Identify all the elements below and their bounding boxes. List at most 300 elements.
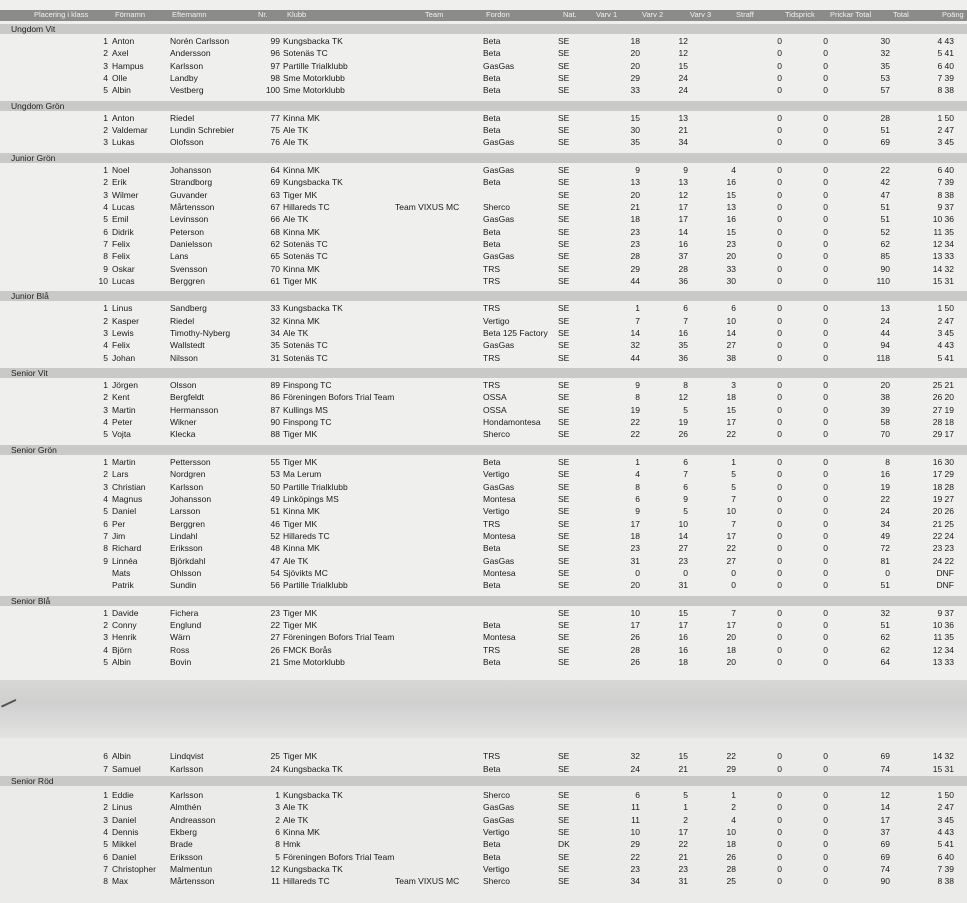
cell-placing: 1 — [103, 36, 108, 46]
cell-points-total: 24 — [880, 506, 890, 517]
cell-nationality: SE — [558, 36, 570, 46]
cell-nationality: SE — [558, 657, 570, 668]
cell-nationality: SE — [558, 164, 570, 175]
cell-last-name: Lindqvist — [170, 751, 204, 761]
cell-time-penalty: 0 — [823, 380, 828, 391]
cell-last-name: Karlsson — [170, 481, 204, 492]
cell-number: 53 — [270, 469, 280, 480]
table-row — [0, 84, 967, 96]
cell-nationality: SE — [558, 851, 570, 862]
cell-nationality: SE — [558, 530, 570, 541]
cell-penalty: 0 — [777, 429, 782, 440]
cell-points-total: 22 — [880, 164, 890, 175]
cell-nationality: SE — [558, 814, 570, 825]
cell-last-name: Wikner — [170, 417, 197, 428]
cell-nationality: SE — [558, 876, 570, 887]
cell-placing: 4 — [103, 340, 108, 351]
table-row — [0, 275, 967, 287]
cell-total-points: 4 43 — [937, 36, 954, 46]
cell-first-name: Felix — [112, 251, 130, 262]
cell-points-total: 34 — [880, 518, 890, 529]
cell-first-name: Daniel — [112, 851, 137, 862]
cell-time-penalty: 0 — [823, 404, 828, 415]
cell-lap3: 7 — [731, 607, 736, 618]
cell-lap1: 11 — [631, 802, 640, 813]
cell-points-total: 14 — [880, 802, 890, 813]
table-row — [0, 238, 967, 250]
cell-points-total: 17 — [880, 814, 890, 825]
cell-last-name: Andersson — [170, 48, 211, 59]
cell-lap3: 4 — [731, 164, 736, 175]
cell-lap1: 32 — [630, 751, 640, 761]
cell-lap1: 6 — [635, 493, 640, 504]
cell-first-name: Daniel — [112, 506, 137, 517]
cell-first-name: Anton — [112, 112, 135, 123]
cell-total-points: 14 32 — [932, 263, 954, 274]
cell-club: Tiger MK — [283, 429, 318, 440]
col-nr: Nr. — [258, 10, 268, 19]
cell-number: 24 — [270, 763, 280, 774]
cell-number: 87 — [270, 404, 280, 415]
cell-number: 25 — [270, 751, 280, 761]
table-row — [0, 656, 967, 668]
cell-lap3: 17 — [726, 620, 736, 630]
cell-club: Kinna MK — [283, 164, 320, 175]
cell-number: 64 — [270, 164, 280, 175]
col-varv1: Varv 1 — [596, 10, 618, 19]
cell-points-total: 49 — [880, 530, 890, 541]
cell-points-total: 35 — [880, 60, 890, 71]
cell-lap1: 32 — [630, 340, 640, 351]
cell-penalty: 0 — [777, 226, 782, 237]
cell-first-name: Lukas — [112, 137, 135, 148]
cell-time-penalty: 0 — [823, 607, 828, 618]
cell-lap1: 11 — [631, 814, 640, 825]
cell-number: 3 — [275, 802, 280, 813]
cell-lap1: 9 — [635, 506, 640, 517]
cell-first-name: Albin — [112, 751, 131, 761]
table-row — [0, 327, 967, 339]
cell-penalty: 0 — [777, 48, 782, 59]
cell-lap3: 17 — [726, 530, 736, 541]
cell-lap1: 17 — [630, 620, 640, 630]
cell-club: Kinna MK — [283, 543, 320, 554]
cell-number: 98 — [270, 73, 280, 84]
cell-first-name: Emil — [112, 214, 129, 225]
cell-number: 48 — [270, 543, 280, 554]
cell-total-points: 27 19 — [932, 404, 954, 415]
cell-vehicle: TRS — [483, 303, 500, 314]
cell-first-name: Jörgen — [112, 380, 138, 391]
cell-placing: 4 — [103, 826, 108, 837]
table-row — [0, 201, 967, 213]
cell-points-total: 51 — [880, 620, 890, 630]
cell-lap3: 26 — [726, 851, 736, 862]
cell-time-penalty: 0 — [823, 85, 828, 96]
cell-penalty: 0 — [777, 392, 782, 403]
cell-vehicle: GasGas — [483, 340, 515, 351]
cell-last-name: Lundin Schrebier — [170, 125, 235, 136]
cell-time-penalty: 0 — [823, 36, 828, 46]
cell-points-total: 70 — [880, 429, 890, 440]
cell-points-total: 42 — [880, 177, 890, 188]
cell-lap1: 23 — [630, 238, 640, 249]
cell-total-points: 7 39 — [937, 863, 954, 874]
table-row — [0, 644, 967, 656]
cell-points-total: 69 — [880, 851, 890, 862]
cell-time-penalty: 0 — [823, 125, 828, 136]
cell-vehicle: TRS — [483, 352, 500, 363]
cell-vehicle: Beta — [483, 125, 501, 136]
cell-lap1: 1 — [635, 456, 640, 467]
table-row — [0, 35, 967, 47]
cell-first-name: Max — [112, 876, 129, 887]
cell-vehicle: OSSA — [483, 392, 507, 403]
cell-points-total: 94 — [880, 340, 890, 351]
cell-vehicle: TRS — [483, 751, 500, 761]
cell-points-total: 81 — [880, 555, 890, 566]
cell-nationality: SE — [558, 567, 570, 578]
cell-points-total: 74 — [880, 763, 890, 774]
cell-total-points: 6 40 — [937, 164, 954, 175]
cell-team: Team VIXUS MC — [395, 201, 460, 212]
cell-time-penalty: 0 — [823, 303, 828, 314]
cell-lap2: 36 — [678, 352, 688, 363]
cell-first-name: Magnus — [112, 493, 143, 504]
cell-lap1: 29 — [630, 839, 640, 850]
cell-total-points: 6 40 — [937, 851, 954, 862]
cell-club: Partille Trialklubb — [283, 481, 348, 492]
cell-time-penalty: 0 — [823, 481, 828, 492]
table-row — [0, 456, 967, 468]
cell-vehicle: Sherco — [483, 876, 510, 887]
cell-total-points: 13 33 — [932, 657, 954, 668]
cell-club: Föreningen Bofors Trial Team — [283, 392, 395, 403]
cell-nationality: SE — [558, 201, 570, 212]
cell-lap2: 37 — [678, 251, 688, 262]
cell-points-total: 85 — [880, 251, 890, 262]
cell-nationality: SE — [558, 481, 570, 492]
table-row — [0, 801, 967, 813]
cell-first-name: Wilmer — [112, 189, 139, 200]
cell-last-name: Brade — [170, 839, 193, 850]
cell-lap2: 16 — [678, 238, 688, 249]
cell-vehicle: Vertigo — [483, 506, 510, 517]
cell-total-points: 8 38 — [937, 85, 954, 96]
cell-vehicle: GasGas — [483, 481, 515, 492]
cell-placing: 6 — [103, 518, 108, 529]
cell-lap2: 24 — [678, 73, 688, 84]
cell-lap2: 8 — [683, 380, 688, 391]
cell-lap1: 29 — [630, 73, 640, 84]
cell-lap2: 9 — [683, 164, 688, 175]
cell-total-points: 6 40 — [937, 60, 954, 71]
cell-penalty: 0 — [777, 85, 782, 96]
cell-placing: 1 — [103, 112, 108, 123]
cell-nationality: SE — [558, 214, 570, 225]
cell-number: 50 — [270, 481, 280, 492]
cell-time-penalty: 0 — [823, 518, 828, 529]
cell-lap2: 23 — [678, 863, 688, 874]
cell-lap1: 23 — [630, 863, 640, 874]
cell-total-points: 29 17 — [932, 429, 954, 440]
cell-points-total: 69 — [880, 839, 890, 850]
cell-last-name: Wallstedt — [170, 340, 205, 351]
table-row — [0, 631, 967, 643]
cell-last-name: Nilsson — [170, 352, 198, 363]
cell-time-penalty: 0 — [823, 763, 828, 774]
cell-placing: 3 — [103, 137, 108, 148]
cell-vehicle: Beta — [483, 543, 501, 554]
cell-penalty: 0 — [777, 60, 782, 71]
cell-time-penalty: 0 — [823, 826, 828, 837]
cell-lap1: 21 — [630, 201, 640, 212]
cell-lap3: 20 — [726, 657, 736, 668]
cell-lap1: 8 — [635, 481, 640, 492]
cell-number: 56 — [270, 580, 280, 591]
cell-penalty: 0 — [777, 876, 782, 887]
cell-number: 49 — [270, 493, 280, 504]
cell-placing: 3 — [103, 632, 108, 643]
cell-lap3: 3 — [731, 380, 736, 391]
col-varv3: Varv 3 — [690, 10, 712, 19]
cell-points-total: 16 — [880, 469, 890, 480]
cell-last-name: Ross — [170, 644, 190, 655]
cell-lap2: 18 — [678, 657, 688, 668]
cell-lap1: 44 — [630, 275, 640, 286]
cell-penalty: 0 — [777, 404, 782, 415]
cell-lap2: 31 — [678, 876, 688, 887]
cell-penalty: 0 — [777, 543, 782, 554]
cell-first-name: Dennis — [112, 826, 139, 837]
cell-placing: 6 — [103, 851, 108, 862]
cell-lap3: 10 — [726, 506, 736, 517]
cell-club: Kungsbacka TK — [283, 303, 343, 314]
cell-last-name: Strandborg — [170, 177, 213, 188]
cell-first-name: Linus — [112, 303, 133, 314]
cell-points-total: 13 — [880, 303, 890, 314]
cell-last-name: Malmentun — [170, 863, 213, 874]
cell-points-total: 62 — [880, 644, 890, 655]
cell-lap2: 16 — [678, 632, 688, 643]
cell-lap3: 10 — [726, 315, 736, 326]
cell-total-points: 19 27 — [932, 493, 954, 504]
cell-lap1: 35 — [630, 137, 640, 148]
cell-penalty: 0 — [777, 112, 782, 123]
cell-lap2: 21 — [678, 851, 688, 862]
class-name: Junior Grön — [11, 152, 56, 163]
table-row — [0, 518, 967, 530]
cell-lap3: 2 — [731, 802, 736, 813]
cell-total-points: 7 39 — [937, 177, 954, 188]
cell-lap2: 27 — [678, 543, 688, 554]
cell-time-penalty: 0 — [823, 328, 828, 338]
cell-vehicle: Montesa — [483, 493, 516, 504]
cell-club: Ale TK — [283, 814, 309, 825]
cell-time-penalty: 0 — [823, 469, 828, 480]
cell-points-total: 51 — [880, 214, 890, 225]
cell-time-penalty: 0 — [823, 189, 828, 200]
cell-nationality: SE — [558, 251, 570, 262]
cell-lap1: 31 — [630, 555, 640, 566]
cell-lap3: 28 — [726, 863, 736, 874]
cell-nationality: SE — [558, 303, 570, 314]
cell-total-points: 1 50 — [937, 112, 954, 123]
cell-lap1: 1 — [635, 303, 640, 314]
col-total: Total — [893, 10, 909, 19]
cell-time-penalty: 0 — [823, 863, 828, 874]
cell-club: Kullings MS — [283, 404, 328, 415]
cell-time-penalty: 0 — [823, 851, 828, 862]
table-row — [0, 404, 967, 416]
cell-nationality: SE — [558, 417, 570, 428]
cell-lap3: 0 — [731, 567, 736, 578]
cell-placing: 1 — [103, 164, 108, 175]
cell-total-points: 8 38 — [937, 189, 954, 200]
cell-total-points: 7 39 — [937, 73, 954, 84]
table-row — [0, 863, 967, 875]
cell-lap1: 13 — [630, 177, 640, 188]
cell-points-total: 51 — [880, 125, 890, 136]
cell-placing: 5 — [103, 214, 108, 225]
cell-nationality: SE — [558, 392, 570, 403]
class-header — [0, 24, 967, 34]
table-row — [0, 47, 967, 59]
cell-time-penalty: 0 — [823, 657, 828, 668]
table-row — [0, 851, 967, 863]
cell-lap2: 7 — [683, 469, 688, 480]
cell-lap3: 30 — [726, 275, 736, 286]
cell-placing: 1 — [103, 607, 108, 618]
class-header — [0, 153, 967, 163]
cell-vehicle: TRS — [483, 644, 500, 655]
cell-total-points: 11 35 — [933, 226, 954, 237]
cell-lap2: 17 — [678, 620, 688, 630]
cell-time-penalty: 0 — [823, 876, 828, 887]
cell-lap2: 17 — [678, 214, 688, 225]
class-name: Senior Vit — [11, 368, 48, 379]
cell-first-name: Jim — [112, 530, 126, 541]
cell-time-penalty: 0 — [823, 567, 828, 578]
cell-points-total: 30 — [880, 36, 890, 46]
cell-lap3: 17 — [726, 417, 736, 428]
cell-penalty: 0 — [777, 177, 782, 188]
cell-first-name: Lewis — [112, 328, 134, 338]
cell-nationality: SE — [558, 404, 570, 415]
cell-total-points: 13 33 — [932, 251, 954, 262]
cell-time-penalty: 0 — [823, 112, 828, 123]
cell-lap1: 18 — [630, 214, 640, 225]
cell-lap3: 15 — [726, 404, 736, 415]
cell-lap1: 33 — [630, 85, 640, 96]
cell-placing: 1 — [103, 303, 108, 314]
cell-total-points: 4 43 — [937, 340, 954, 351]
cell-first-name: Didrik — [112, 226, 134, 237]
cell-placing: 8 — [103, 543, 108, 554]
cell-time-penalty: 0 — [823, 839, 828, 850]
table-row — [0, 391, 967, 403]
cell-points-total: 69 — [880, 137, 890, 148]
cell-first-name: Björn — [112, 644, 132, 655]
cell-total-points: 8 38 — [937, 876, 954, 887]
cell-nationality: SE — [558, 238, 570, 249]
cell-penalty: 0 — [777, 632, 782, 643]
col-nat: Nat. — [563, 10, 577, 19]
cell-first-name: Davide — [112, 607, 139, 618]
cell-nationality: SE — [558, 226, 570, 237]
cell-last-name: Karlsson — [170, 790, 204, 800]
cell-time-penalty: 0 — [823, 275, 828, 286]
cell-nationality: SE — [558, 73, 570, 84]
col-team: Team — [425, 10, 444, 19]
cell-lap3: 18 — [726, 839, 736, 850]
cell-first-name: Christopher — [112, 863, 156, 874]
cell-nationality: SE — [558, 493, 570, 504]
class-name: Junior Blå — [11, 291, 49, 302]
cell-vehicle: Beta — [483, 657, 501, 668]
cell-time-penalty: 0 — [823, 352, 828, 363]
cell-nationality: SE — [558, 580, 570, 591]
cell-last-name: Sundin — [170, 580, 197, 591]
cell-club: Tiger MK — [283, 275, 318, 286]
cell-number: 33 — [270, 303, 280, 314]
cell-last-name: Riedel — [170, 112, 195, 123]
cell-time-penalty: 0 — [823, 580, 828, 591]
table-row — [0, 468, 967, 480]
cell-club: Sotenäs TC — [283, 340, 328, 351]
cell-total-points: 16 30 — [932, 456, 954, 467]
cell-last-name: Andreasson — [170, 814, 216, 825]
cell-last-name: Lans — [170, 251, 189, 262]
cell-penalty: 0 — [777, 36, 782, 46]
cell-first-name: Per — [112, 518, 126, 529]
cell-placing: 6 — [103, 226, 108, 237]
cell-vehicle: Beta — [483, 763, 501, 774]
table-row — [0, 339, 967, 351]
cell-time-penalty: 0 — [823, 177, 828, 188]
cell-lap2: 6 — [683, 456, 688, 467]
table-row — [0, 189, 967, 201]
cell-lap2: 21 — [678, 763, 688, 774]
cell-club: Kungsbacka TK — [283, 36, 343, 46]
cell-lap1: 18 — [630, 530, 640, 541]
table-row — [0, 619, 967, 631]
cell-club: Ale TK — [283, 214, 309, 225]
cell-vehicle: GasGas — [483, 214, 515, 225]
cell-total-points: 22 24 — [932, 530, 954, 541]
table-row — [0, 352, 967, 364]
cell-time-penalty: 0 — [823, 214, 828, 225]
cell-first-name: Noel — [112, 164, 130, 175]
cell-lap2: 23 — [678, 555, 688, 566]
cell-lap1: 44 — [630, 352, 640, 363]
cell-time-penalty: 0 — [823, 429, 828, 440]
cell-first-name: Mikkel — [112, 839, 137, 850]
cell-first-name: Linnéa — [112, 555, 138, 566]
cell-total-points: 5 41 — [937, 839, 954, 850]
cell-total-points: 17 29 — [932, 469, 954, 480]
cell-lap1: 22 — [630, 417, 640, 428]
cell-points-total: 24 — [880, 315, 890, 326]
cell-last-name: Karlsson — [170, 60, 204, 71]
cell-club: Kinna MK — [283, 315, 320, 326]
cell-club: FMCK Borås — [283, 644, 332, 655]
cell-nationality: SE — [558, 340, 570, 351]
cell-total-points: 14 32 — [932, 751, 954, 761]
cell-placing: 2 — [103, 315, 108, 326]
class-header — [0, 368, 967, 378]
cell-last-name: Berggren — [170, 275, 205, 286]
